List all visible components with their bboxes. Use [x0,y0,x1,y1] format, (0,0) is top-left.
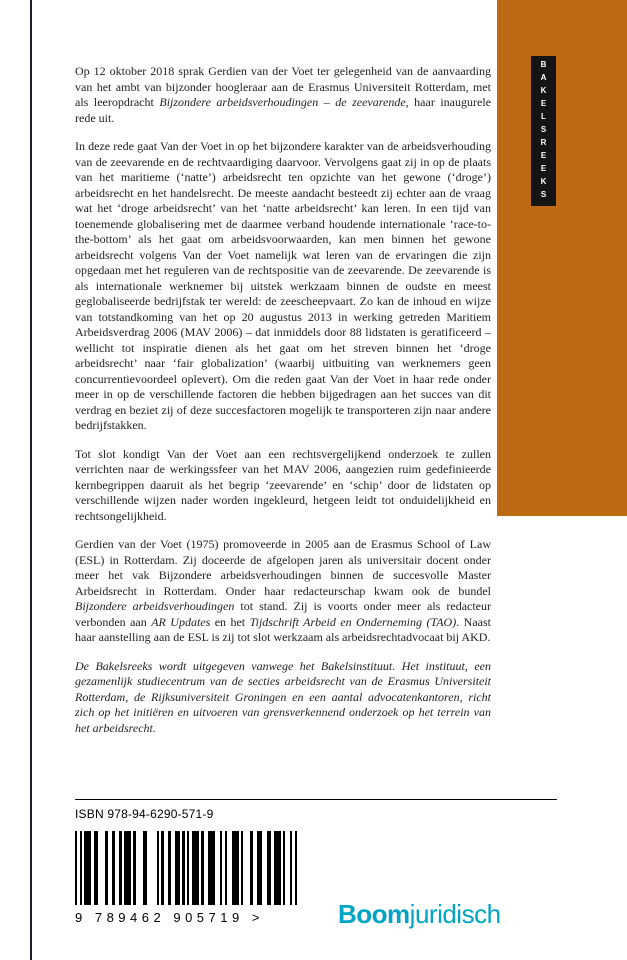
series-note-paragraph: De Bakelsreeks wordt uitgegeven vanwege het Bakelsinstituut. Het instituut, een gezamenlijk studiecentrum van de secties arbeidsrecht van de Erasmus Universiteit Rotterdam, de Rijksuniversiteit Groningen en een aantal advocatenkantoren, richt zich op het initiëren en uitvoeren van grensverkennend onderzoek op het terrein van het arbeidsrecht. [75,658,491,735]
footer-divider [75,799,557,800]
publisher-logo-juridisch: juridisch [409,899,501,929]
closing-paragraph: Tot slot kondigt Van der Voet aan een rechtsvergelijkend onderzoek te zullen verrichten naar de werkingssfeer van het MAV 2006, aangezien ruim gedefinieerde kernbegrippen daaruit als het begrip ‘zeevarende’ en ‘schip’ door de lidstaten op verschillende wijzen nader worden ingekleurd, hetgeen leidt tot onduidelijkheid en rechtsongelijkheid. [75,446,491,523]
series-label: BAKELSREEKS [539,59,548,203]
barcode-digits: 9 789462 905719 > [75,910,264,925]
back-cover-text [75,64,491,736]
author-bio-paragraph: Gerdien van der Voet (1975) promoveerde in 2005 aan de Erasmus School of Law (ESL) in Rotterdam. Zij doceerde de afgelopen jaren als universitair docent onder meer het vak Bijzondere arbeidsverhoudingen binnen de succesvolle Master Arbeidsrecht in Rotterdam. Onder haar redacteurschap kwam ook de bundel Bijzondere arbeidsverhoudingen tot stand. Zij is voorts onder meer als redacteur verbonden aan AR Updates en het Tijdschrift Arbeid en Onderneming (TAO). Naast haar aanstelling aan de ESL is zij tot slot werkzaam als arbeidsrechtadvocaat bij AKD. [75,537,492,644]
publisher-logo-boom: Boom [338,899,410,929]
series-tab [531,56,556,206]
publisher-logo [338,899,501,930]
isbn-text: ISBN 978-94-6290-571-9 [75,807,214,821]
left-edge-rule [30,0,32,960]
series-color-block [497,0,627,516]
barcode [75,831,297,905]
intro-paragraph: Op 12 oktober 2018 sprak Gerdien van der Voet ter gelegenheid van de aanvaarding van het ambt van bijzonder hoogleraar aan de Erasmus Universiteit Rotterdam, met als leeropdracht Bijzondere arbeidsverhoudingen – de zeevarende, haar inaugurele rede uit. [75,64,491,125]
summary-paragraph: In deze rede gaat Van der Voet in op het bijzondere karakter van de arbeidsverhouding van de zeevarende en de rechtvaardiging daarvoor. Vervolgens gaat zij in op de plaats van het maritieme (‘natte’) arbeidsrecht ten opzichte van het gewone (‘droge’) arbeidsrecht en het handelsrecht. De meeste aandacht besteedt zij echter aan de vraag wat het ‘droge arbeidsrecht’ van het ‘natte arbeidsrecht’ kan leren. In een tijd van toenemende globalisering met de daarmee verband houdende internationale ‘race-to-the-bottom’ als het gaat om arbeidsvoorwaarden, kan men binnen het gewone arbeidsrecht volgens Van der Voet namelijk wat leren van de ervaringen die zijn opgedaan met het reguleren van de rechtspositie van de zeevarende. De zeevarende is als internationale werknemer bij uitstek werkzaam binnen de oudste en meest geglobaliseerde bedrijfstak ter wereld: de zeescheepvaart. Zo kan de inhoud en wijze van totstandkoming van het op 20 augustus 2013 in werking getreden Maritiem Arbeidsverdrag 2006 (MAV 2006) – dat inmiddels door 88 lidstaten is geratificeerd – wellicht tot inspiratie dienen als het gaat om het streven binnen het ‘droge arbeidsrecht’ naar ‘fair globalization’ (waarbij uitbuiting van werknemers geen concurrentievoordeel oplevert). Om die reden gaat Van der Voet in haar rede onder meer in op de verschillende factoren die hebben bijgedragen aan het succes van dit verdrag en beziet zij of deze succesfactoren mogelijk te transporteren zijn naar andere bedrijfstakken. [75,139,491,432]
